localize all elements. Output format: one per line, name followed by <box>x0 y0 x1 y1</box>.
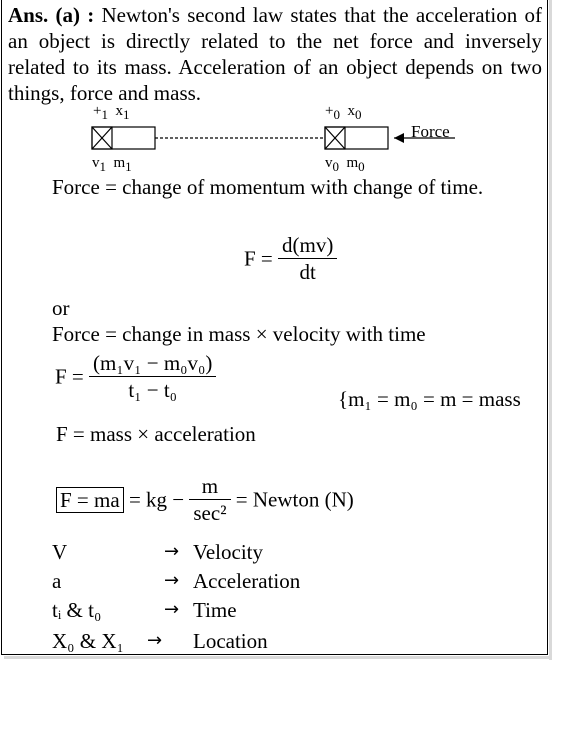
equation-newton: F = ma = kg − $\frac{m}{\text{sec²}}$ = Newton (N) <box>56 473 354 526</box>
force-definition-2: Force = change in mass × velocity with time <box>52 322 426 346</box>
arrow-icon: → <box>164 541 180 562</box>
right-block <box>325 127 388 149</box>
equation-mass-velocity: F = $\frac{\text{(m₁v₁ − m₀v₀)}}{\text{t₁ − t₀}}$ <box>55 350 216 403</box>
fraction: $\frac{d(mv)}{dt}$ <box>278 232 337 285</box>
legend-meaning: Time <box>193 598 237 622</box>
boxed-formula: F = ma <box>56 487 124 513</box>
fraction: $\frac{m}{\text{sec²}}$ <box>189 473 230 526</box>
or-text: or <box>52 296 70 320</box>
answer-prefix: Ans. (a) : <box>8 3 95 27</box>
right-bottom-label: v0 m0 <box>325 155 365 174</box>
fraction: $\frac{\text{(m₁v₁ − m₀v₀)}}{\text{t₁ − t₀}}$ <box>89 350 216 403</box>
legend-meaning: Velocity <box>193 540 263 564</box>
legend-symbol: tᵢ & t₀ <box>52 598 102 622</box>
force-definition: Force = change of momentum with change of time. <box>52 175 484 199</box>
legend-symbol: X₀ & X₁ <box>52 629 124 653</box>
legend-meaning: Acceleration <box>193 569 301 593</box>
frame-shadow-bottom <box>4 656 552 659</box>
force-label: Force <box>411 122 450 141</box>
equation-momentum: F = $\frac{d(mv)}{dt}$ <box>244 232 337 285</box>
answer-text: Newton's second law states that the acceleration of an object is directly related to the net force and inversely related to its mass. Acceleration of an object depends on two things, force and mass. <box>8 3 543 105</box>
legend-symbol: V <box>52 540 68 564</box>
arrow-icon: → <box>164 570 180 591</box>
right-top-label: +0 x0 <box>325 103 362 122</box>
legend-symbol: a <box>52 569 62 593</box>
arrow-icon: → <box>164 599 180 620</box>
left-block <box>92 127 155 149</box>
left-bottom-label: v1 m1 <box>92 155 132 174</box>
mass-equality-note: {m₁ = m₀ = m = mass <box>338 387 521 411</box>
legend-meaning: Location <box>193 629 268 653</box>
answer-paragraph <box>8 2 542 106</box>
left-top-label: +1 x1 <box>93 103 130 122</box>
motion-diagram <box>0 102 561 172</box>
frame-shadow-right <box>549 0 552 660</box>
arrow-icon: → <box>147 630 163 651</box>
equation-mass-acceleration: F = mass × acceleration <box>56 422 256 446</box>
